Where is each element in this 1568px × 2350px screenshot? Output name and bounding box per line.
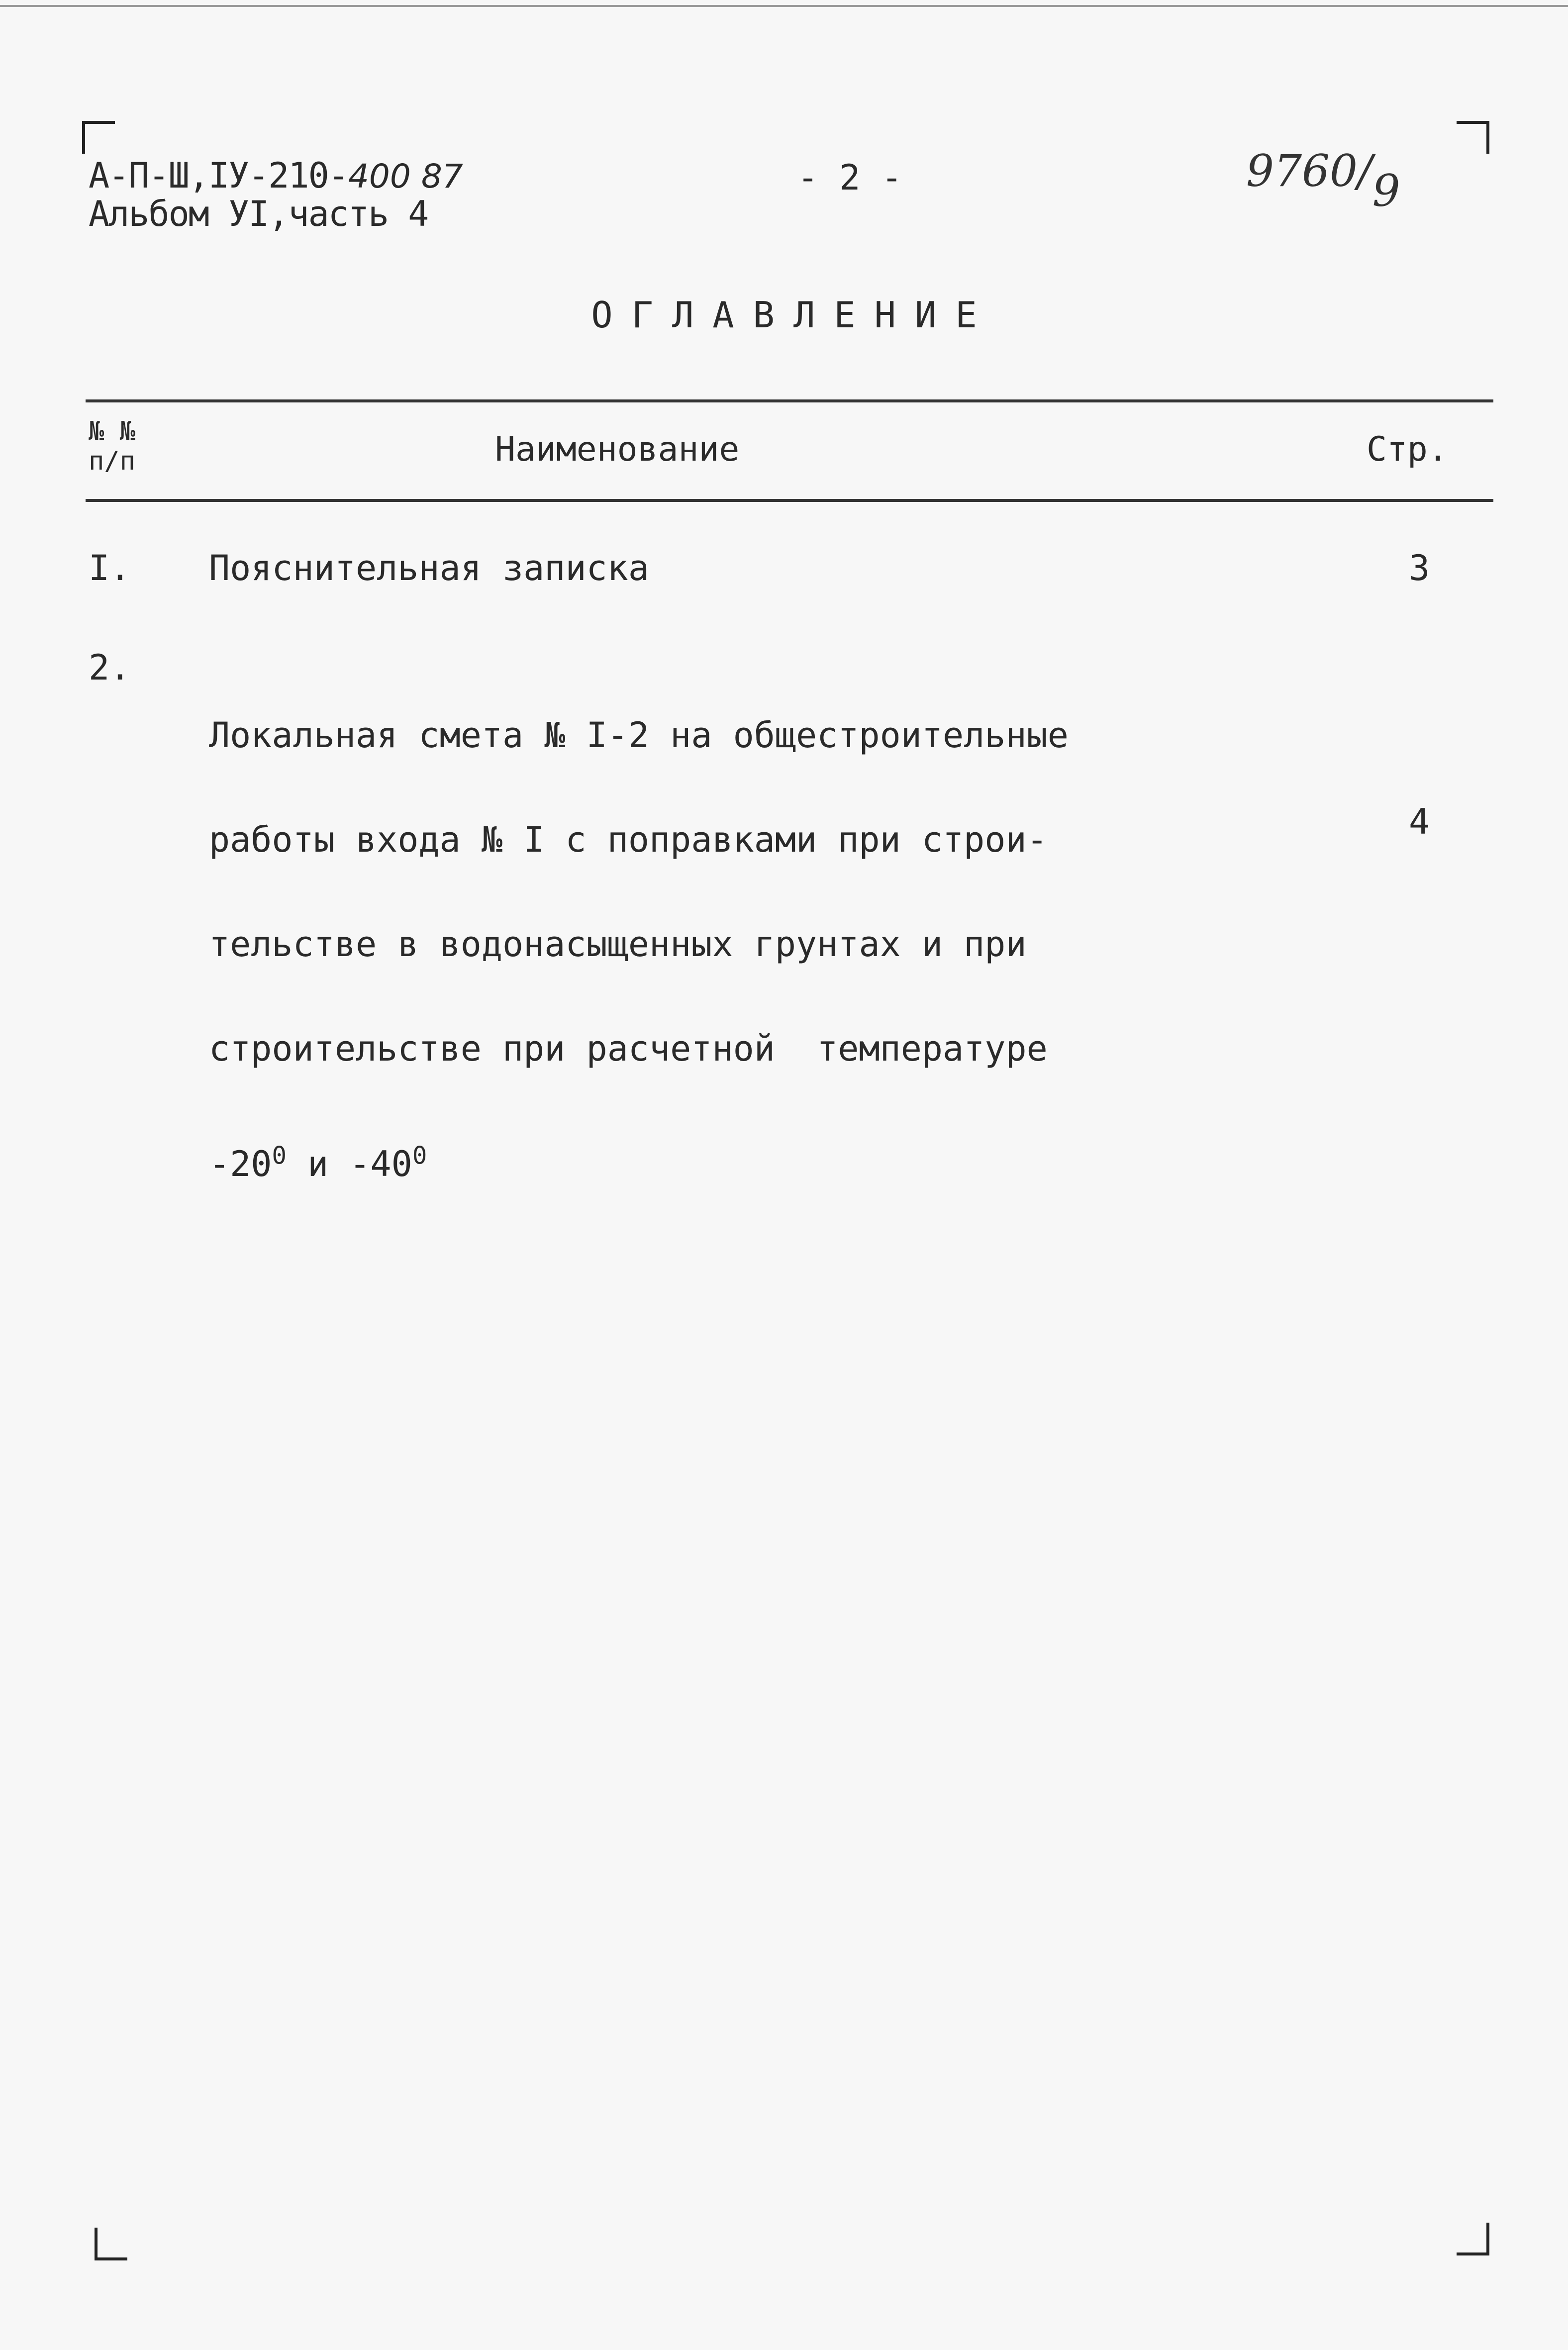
scan-top-edge — [0, 5, 1568, 7]
conjunction: и — [286, 1144, 350, 1184]
toc-row-2-line-2: работы входа № I с поправками при строи- — [209, 819, 1048, 860]
toc-title: ОГЛАВЛЕНИЕ — [591, 294, 996, 336]
column-header-page: Стр. — [1367, 430, 1448, 469]
toc-row-1-page: 3 — [1409, 548, 1430, 588]
toc-row-2-line-5 — [209, 1141, 1069, 1184]
toc-row-2-line-4: строительстве при расчетной температуре — [209, 1028, 1048, 1069]
temperature-1: -20 — [209, 1144, 272, 1184]
table-header-rule — [86, 499, 1493, 502]
toc-row-1-number: I. — [89, 548, 131, 588]
table-top-rule — [86, 399, 1493, 402]
degree-mark-2: 0 — [412, 1141, 427, 1170]
toc-row-2-number: 2. — [89, 647, 131, 688]
corner-mark-top-right — [1457, 121, 1489, 154]
document-code — [89, 155, 463, 196]
page-number: - 2 - — [797, 157, 902, 198]
album-label: Альбом УI,часть 4 — [89, 194, 428, 234]
inventory-number: 9760/9 — [1246, 145, 1400, 216]
corner-mark-bottom-left — [95, 2228, 127, 2260]
column-header-number — [89, 417, 135, 477]
toc-row-2-title — [209, 648, 1069, 1216]
column-header-name: Наименование — [495, 430, 740, 469]
temperature-2: -40 — [349, 1144, 412, 1184]
toc-row-2-line-1: Локальная смета № I-2 на общестроительные — [209, 715, 1069, 756]
toc-row-2-line-3: тельстве в водонасыщенных грунтах и при — [209, 924, 1027, 965]
inventory-denominator: 9 — [1372, 165, 1400, 216]
degree-mark-1: 0 — [272, 1141, 287, 1170]
corner-mark-top-left — [82, 121, 115, 154]
column-header-number-line2: п/п — [89, 446, 135, 476]
column-header-number-line1: № № — [89, 416, 135, 446]
toc-row-1-title: Пояснительная записка — [209, 548, 650, 588]
document-code-handwritten: 400 87 — [348, 157, 463, 196]
inventory-numerator: 9760 — [1246, 145, 1358, 196]
document-code-typed: А-П-Ш,IУ-210- — [89, 155, 348, 196]
corner-mark-bottom-right — [1457, 2223, 1489, 2255]
toc-row-2-page: 4 — [1409, 801, 1430, 842]
